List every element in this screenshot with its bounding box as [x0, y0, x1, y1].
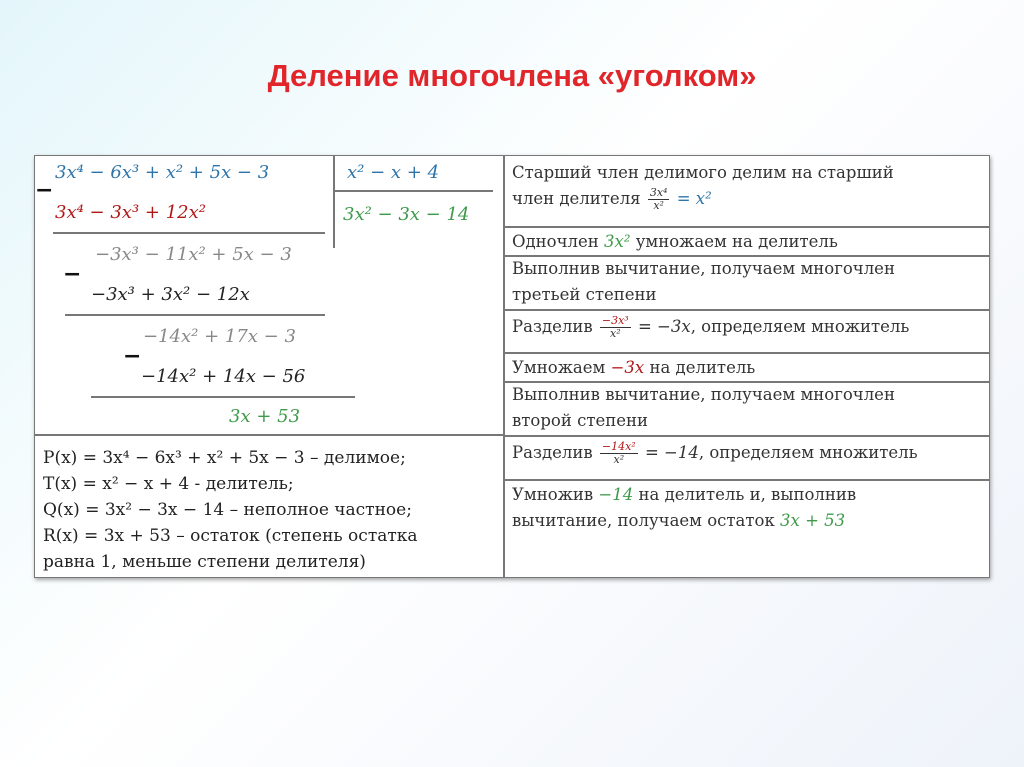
step3-product: −14x² + 14x − 56: [141, 366, 306, 387]
step-6-text-a: Выполнив вычитание, получаем многочлен: [512, 385, 895, 404]
divisor: x² − x + 4: [347, 162, 440, 183]
steps-column: [504, 156, 989, 577]
quotient: 3x² − 3x − 14: [343, 204, 470, 225]
step-2: [504, 229, 989, 255]
step-4-text-b: , определяем множитель: [690, 317, 910, 336]
minus-sign-2: −: [63, 262, 82, 287]
divisor-bracket-horizontal: [333, 190, 493, 192]
step-4-denominator: x²: [610, 327, 621, 340]
definition-remainder: R(x) = 3x + 53 – остаток (степень остатка: [43, 526, 418, 546]
step-4-numerator: −3x³: [601, 314, 629, 327]
dividend: 3x⁴ − 6x³ + x² + 5x − 3: [55, 162, 270, 183]
divisor-bracket-vertical: [333, 156, 335, 248]
step-1-text-b: член делителя: [512, 189, 641, 208]
step-1-denominator: x²: [653, 199, 664, 212]
step-5-text-a: Умножаем: [512, 358, 606, 377]
step2-remainder: −14x² + 17x − 3: [143, 326, 296, 347]
definition-dividend: P(x) = 3x⁴ − 6x³ + x² + 5x − 3 – делимое;: [43, 448, 406, 468]
step-1-text-a: Старший член делимого делим на старший: [512, 163, 894, 182]
row-border-6: [504, 435, 989, 437]
step1-product: 3x⁴ − 3x³ + 12x²: [55, 202, 206, 223]
step-7-result: = −14: [644, 443, 699, 462]
step-1-line-b: [512, 186, 989, 212]
step-7-denominator: x²: [613, 453, 625, 466]
underline-3: [91, 396, 355, 398]
step1-remainder: −3x³ − 11x² + 5x − 3: [95, 244, 292, 265]
definition-divisor: T(x) = x² − x + 4 - делитель;: [43, 474, 294, 494]
step-8-text-c: вычитание, получаем остаток: [512, 511, 775, 530]
step-8-text-b: на делитель и, выполнив: [638, 485, 857, 504]
step-7-fraction: [600, 441, 638, 466]
step-4-result: = −3x: [637, 317, 691, 336]
row-border-3: [504, 309, 989, 311]
step-7: [504, 440, 989, 480]
step-3-text-b: третьей степени: [512, 285, 657, 304]
step-7-text-b: , определяем множитель: [698, 443, 918, 462]
division-table: [34, 155, 990, 578]
step-1-result: = x²: [676, 189, 712, 208]
step-2-term: 3x²: [604, 232, 631, 251]
step-6-text-b: второй степени: [512, 411, 648, 430]
step-3: [504, 256, 989, 308]
row-border-7: [504, 479, 989, 481]
step-4-fraction: [600, 315, 631, 340]
minus-sign-3: −: [123, 344, 142, 369]
step-7-numerator: −14x²: [601, 440, 636, 453]
step-1: [504, 156, 989, 226]
underline-1: [53, 232, 325, 234]
definition-quotient: Q(x) = 3x² − 3x − 14 – неполное частное;: [43, 500, 412, 520]
step-7-text-a: Разделив: [512, 443, 593, 462]
underline-2: [65, 314, 325, 316]
definitions-separator: [35, 434, 503, 436]
step-8-term: −14: [598, 485, 634, 504]
step-3-text-a: Выполнив вычитание, получаем многочлен: [512, 259, 895, 278]
step-1-fraction: [648, 187, 670, 212]
step-8-line-a: [512, 482, 989, 508]
step-5-text-b: на делитель: [649, 358, 756, 377]
step-1-numerator: 3x⁴: [649, 186, 668, 199]
row-border-1: [504, 226, 989, 228]
step-2-text-a: Одночлен: [512, 232, 599, 251]
step-8: [504, 482, 989, 534]
step-8-term-2: 3x + 53: [780, 511, 846, 530]
step-4-text-a: Разделив: [512, 317, 593, 336]
step-2-text-b: умножаем на делитель: [635, 232, 838, 251]
definition-remainder-note: равна 1, меньше степени делителя): [43, 552, 366, 572]
step-5: [504, 355, 989, 381]
step-4: [504, 314, 989, 354]
step2-product: −3x³ + 3x² − 12x: [91, 284, 250, 305]
page-title: Деление многочлена «уголком»: [267, 58, 757, 93]
row-border-4: [504, 352, 989, 354]
minus-sign-1: −: [35, 178, 54, 203]
step-5-term: −3x: [610, 358, 645, 377]
step-6: [504, 382, 989, 434]
step-8-text-a: Умножив: [512, 485, 594, 504]
final-remainder: 3x + 53: [229, 406, 301, 427]
step-8-line-b: [512, 508, 989, 534]
